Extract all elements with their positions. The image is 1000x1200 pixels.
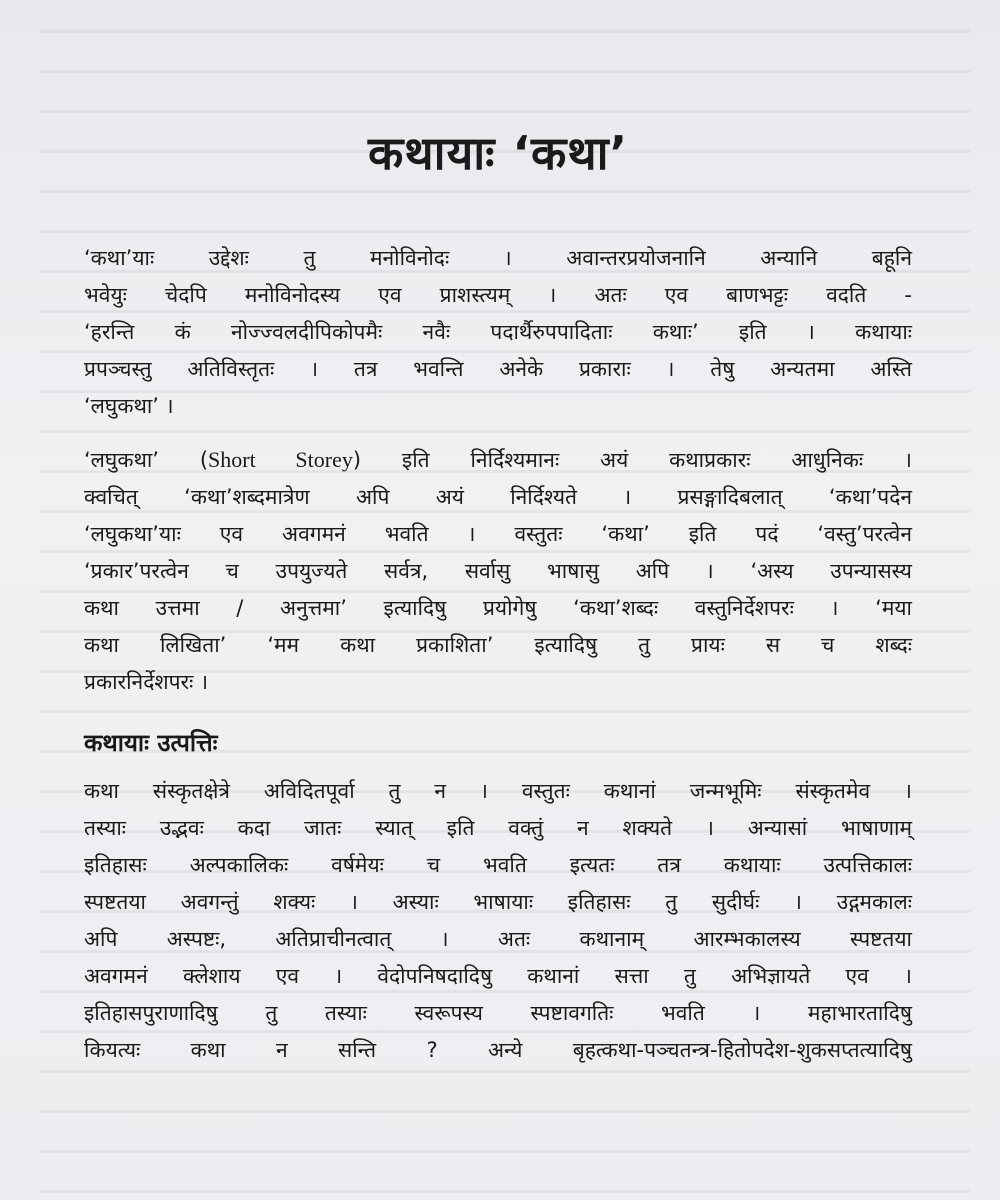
text-line: भवेयुः चेदपि मनोविनोदस्य एव प्राशस्त्यम् । अतः एव बाणभट्टः वदति - — [84, 283, 912, 307]
text-segment: ‘लघुकथा’ ( — [84, 448, 209, 472]
text-line: इतिहासः अल्पकालिकः वर्षमेयः च भवति इत्यतः तत्र कथायाः उत्पत्तिकालः — [84, 853, 912, 877]
text-line: ‘कथा’याः उद्देशः तु मनोविनोदः । अवान्तरप्रयोजनानि अन्यानि बहूनि — [84, 246, 912, 270]
text-line: कियत्यः कथा न सन्ति ? अन्ये बृहत्कथा-पञ्चतन्त्र-हितोपदेश-शुकसप्तत्यादिषु — [84, 1038, 912, 1062]
paragraph-2 — [84, 441, 912, 701]
text-line: प्रकारनिर्देशपरः । — [84, 670, 209, 694]
section-heading: कथायाः उत्पत्तिः — [84, 729, 218, 757]
page-content — [84, 118, 912, 1085]
text-line: इतिहासपुराणादिषु तु तस्याः स्वरूपस्य स्पष्टावगतिः भवति । महाभारतादिषु — [84, 1001, 912, 1025]
english-term: Short Storey — [208, 447, 353, 472]
text-line: तस्याः उद्भवः कदा जातः स्यात् इति वक्तुं न शक्यते । अन्यासां भाषाणाम् — [84, 816, 912, 840]
text-line: कथा लिखिता’ ‘मम कथा प्रकाशिता’ इत्यादिषु तु प्रायः स च शब्दः — [84, 633, 912, 657]
paragraph-1 — [84, 240, 912, 425]
text-line: ‘हरन्ति कं नोज्ज्वलदीपिकोपमैः नवैः पदार्थैरुपपादिताः कथाः’ इति । कथायाः — [84, 320, 912, 344]
text-line: ‘प्रकार’परत्वेन च उपयुज्यते सर्वत्र, सर्वासु भाषासु अपि । ‘अस्य उपन्यासस्य — [84, 559, 912, 583]
text-line — [84, 441, 912, 479]
text-segment: ) इति निर्दिश्यमानः अयं कथाप्रकारः आधुनिकः । — [352, 448, 912, 472]
paragraph-3 — [84, 773, 912, 1069]
text-line: अवगमनं क्लेशाय एव । वेदोपनिषदादिषु कथानां सत्ता तु अभिज्ञायते एव । — [84, 964, 912, 988]
text-line: क्वचित् ‘कथा’शब्दमात्रेण अपि अयं निर्दिश्यते । प्रसङ्गादिबलात् ‘कथा’पदेन — [84, 485, 912, 509]
text-line: कथा उत्तमा / अनुत्तमा’ इत्यादिषु प्रयोगेषु ‘कथा’शब्दः वस्तुनिर्देशपरः । ‘मया — [84, 596, 912, 620]
text-line: ‘लघुकथा’ । — [84, 394, 174, 418]
text-line: स्पष्टतया अवगन्तुं शक्यः । अस्याः भाषायाः इतिहासः तु सुदीर्घः । उद्गमकालः — [84, 890, 912, 914]
chapter-title: कथायाः ‘कथा’ — [367, 126, 629, 180]
text-line: अपि अस्पष्टः, अतिप्राचीनत्वात् । अतः कथानाम् आरम्भकालस्य स्पष्टतया — [84, 927, 912, 951]
text-line: ‘लघुकथा’याः एव अवगमनं भवति । वस्तुतः ‘कथा’ इति पदं ‘वस्तु’परत्वेन — [84, 522, 912, 546]
text-line: कथा संस्कृतक्षेत्रे अविदितपूर्वा तु न । वस्तुतः कथानां जन्मभूमिः संस्कृतमेव । — [84, 779, 912, 803]
text-line: प्रपञ्चस्तु अतिविस्तृतः । तत्र भवन्ति अनेके प्रकाराः । तेषु अन्यतमा अस्ति — [84, 357, 912, 381]
